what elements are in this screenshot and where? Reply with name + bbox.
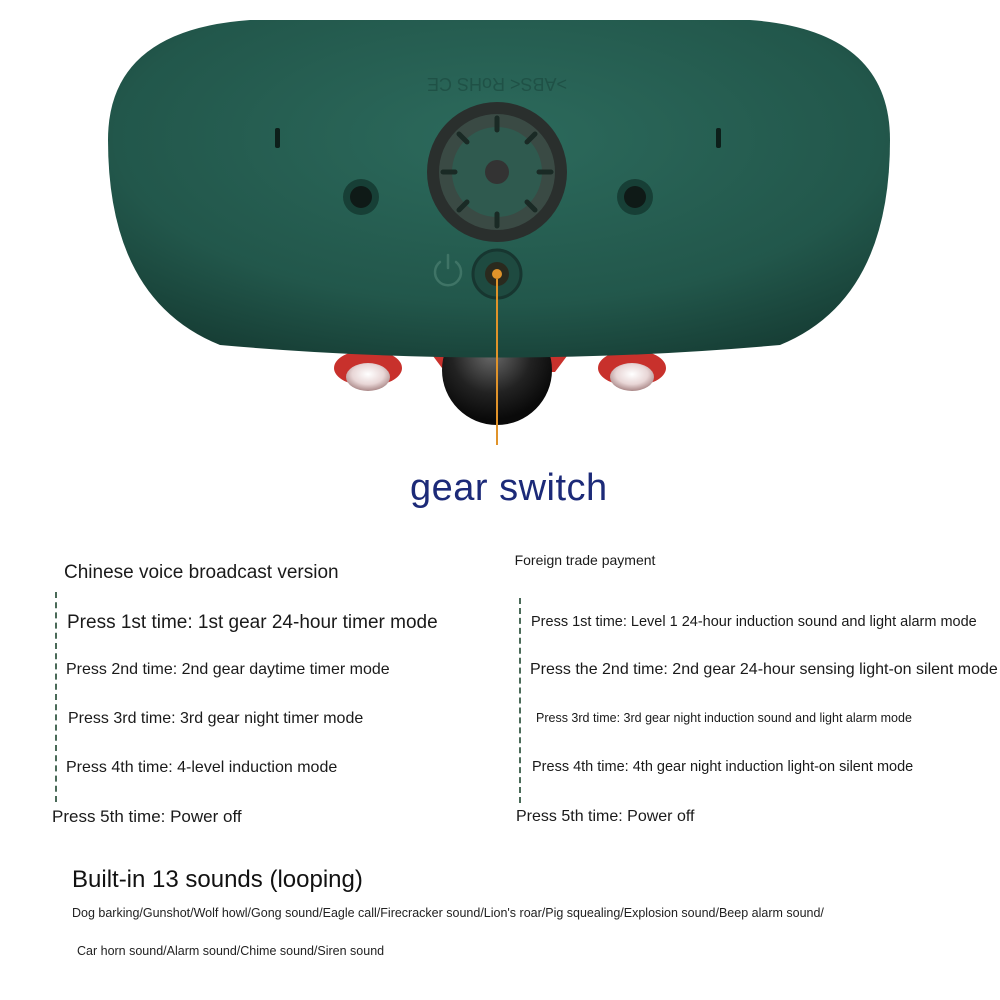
left-led-icon <box>346 363 390 391</box>
right-step-5: Press 5th time: Power off <box>516 808 695 825</box>
sounds-list-line-2: Car horn sound/Alarm sound/Chime sound/Siren sound <box>77 944 385 958</box>
left-column-divider <box>55 592 57 802</box>
gear-switch-label: gear switch <box>410 467 608 509</box>
sounds-title: Built-in 13 sounds (looping) <box>72 866 363 893</box>
left-step-1: Press 1st time: 1st gear 24-hour timer mode <box>67 612 438 633</box>
right-led-icon <box>610 363 654 391</box>
device-illustration <box>0 0 1000 460</box>
right-column-divider <box>519 598 521 803</box>
left-step-3: Press 3rd time: 3rd gear night timer mode <box>68 710 364 727</box>
right-step-1: Press 1st time: Level 1 24-hour induction sound and light alarm mode <box>531 614 977 630</box>
right-column-title: Foreign trade payment <box>514 552 656 568</box>
sounds-list-line-1: Dog barking/Gunshot/Wolf howl/Gong sound/Eagle call/Firecracker sound/Lion's roar/Pig squealing/Explosion sound/Beep alarm sound/ <box>72 906 824 920</box>
right-step-4: Press 4th time: 4th gear night induction light-on silent mode <box>532 759 914 775</box>
right-step-3: Press 3rd time: 3rd gear night induction sound and light alarm mode <box>536 711 912 725</box>
left-column-title: Chinese voice broadcast version <box>64 562 339 583</box>
right-step-2: Press the 2nd time: 2nd gear 24-hour sensing light-on silent mode <box>530 661 998 678</box>
left-step-5: Press 5th time: Power off <box>52 807 242 826</box>
left-step-2: Press 2nd time: 2nd gear daytime timer mode <box>66 661 390 678</box>
left-step-4: Press 4th time: 4-level induction mode <box>66 759 338 776</box>
embossed-marks: >ABS< RoHS CE <box>426 74 568 94</box>
